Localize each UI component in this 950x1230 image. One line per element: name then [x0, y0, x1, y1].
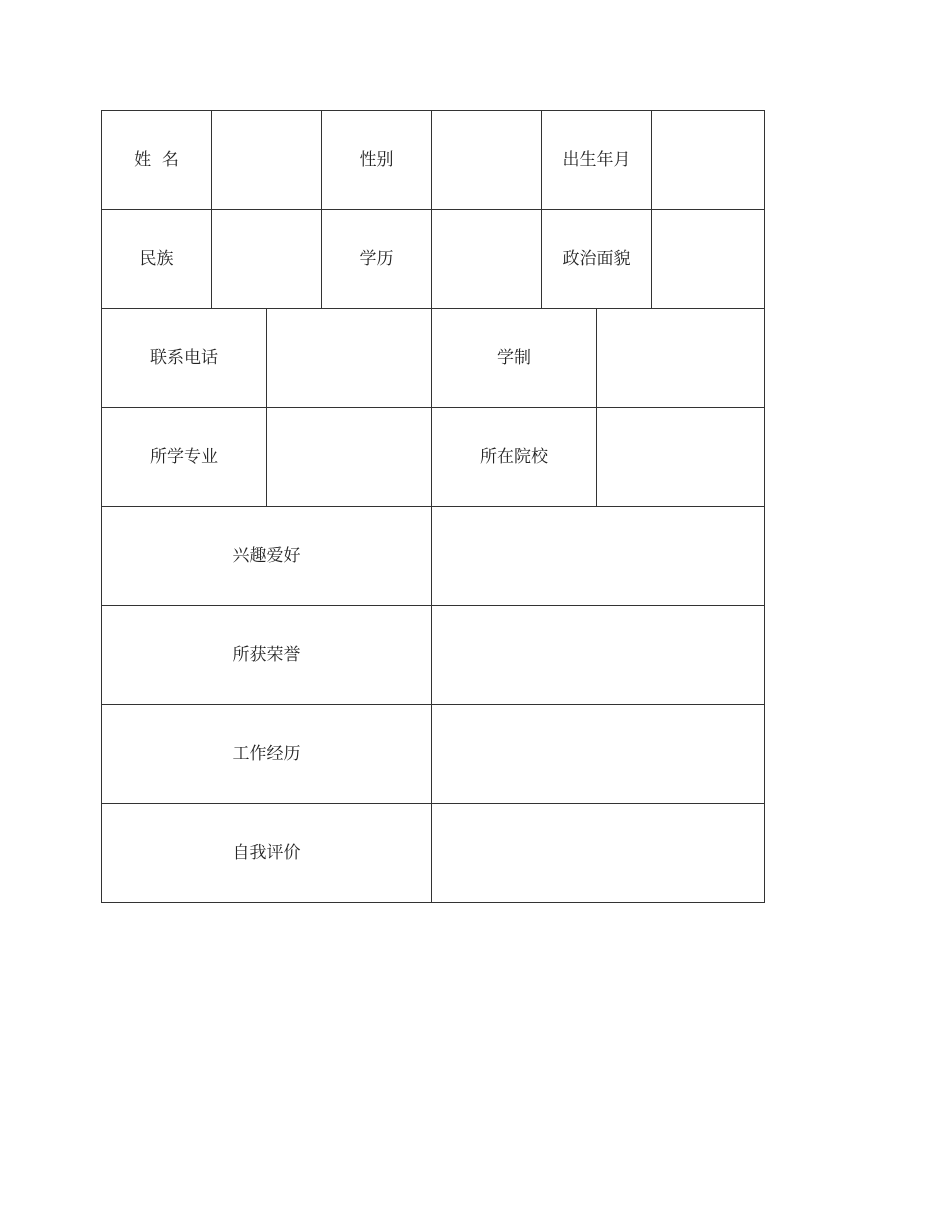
work-experience-field[interactable] — [432, 705, 765, 804]
birth-date-field[interactable] — [652, 111, 765, 210]
birth-date-label: 出生年月 — [542, 111, 652, 210]
row-honors — [102, 606, 765, 705]
hobbies-field[interactable] — [432, 507, 765, 606]
study-duration-label: 学制 — [432, 309, 597, 408]
phone-field[interactable] — [267, 309, 432, 408]
row-phone-duration — [102, 309, 765, 408]
political-status-label: 政治面貌 — [542, 210, 652, 309]
honors-field[interactable] — [432, 606, 765, 705]
hobbies-label: 兴趣爱好 — [102, 507, 432, 606]
row-ethnicity-education-political — [102, 210, 765, 309]
row-hobbies — [102, 507, 765, 606]
self-evaluation-field[interactable] — [432, 804, 765, 903]
gender-field[interactable] — [432, 111, 542, 210]
row-name-gender-birth — [102, 111, 765, 210]
row-work-experience — [102, 705, 765, 804]
gender-label: 性别 — [322, 111, 432, 210]
education-label: 学历 — [322, 210, 432, 309]
name-label: 姓 名 — [102, 111, 212, 210]
phone-label: 联系电话 — [102, 309, 267, 408]
name-field[interactable] — [212, 111, 322, 210]
ethnicity-label: 民族 — [102, 210, 212, 309]
school-field[interactable] — [597, 408, 765, 507]
row-self-evaluation — [102, 804, 765, 903]
study-duration-field[interactable] — [597, 309, 765, 408]
major-field[interactable] — [267, 408, 432, 507]
row-major-school — [102, 408, 765, 507]
political-status-field[interactable] — [652, 210, 765, 309]
major-label: 所学专业 — [102, 408, 267, 507]
self-evaluation-label: 自我评价 — [102, 804, 432, 903]
education-field[interactable] — [432, 210, 542, 309]
ethnicity-field[interactable] — [212, 210, 322, 309]
school-label: 所在院校 — [432, 408, 597, 507]
honors-label: 所获荣誉 — [102, 606, 432, 705]
work-experience-label: 工作经历 — [102, 705, 432, 804]
resume-form-table — [101, 110, 765, 903]
